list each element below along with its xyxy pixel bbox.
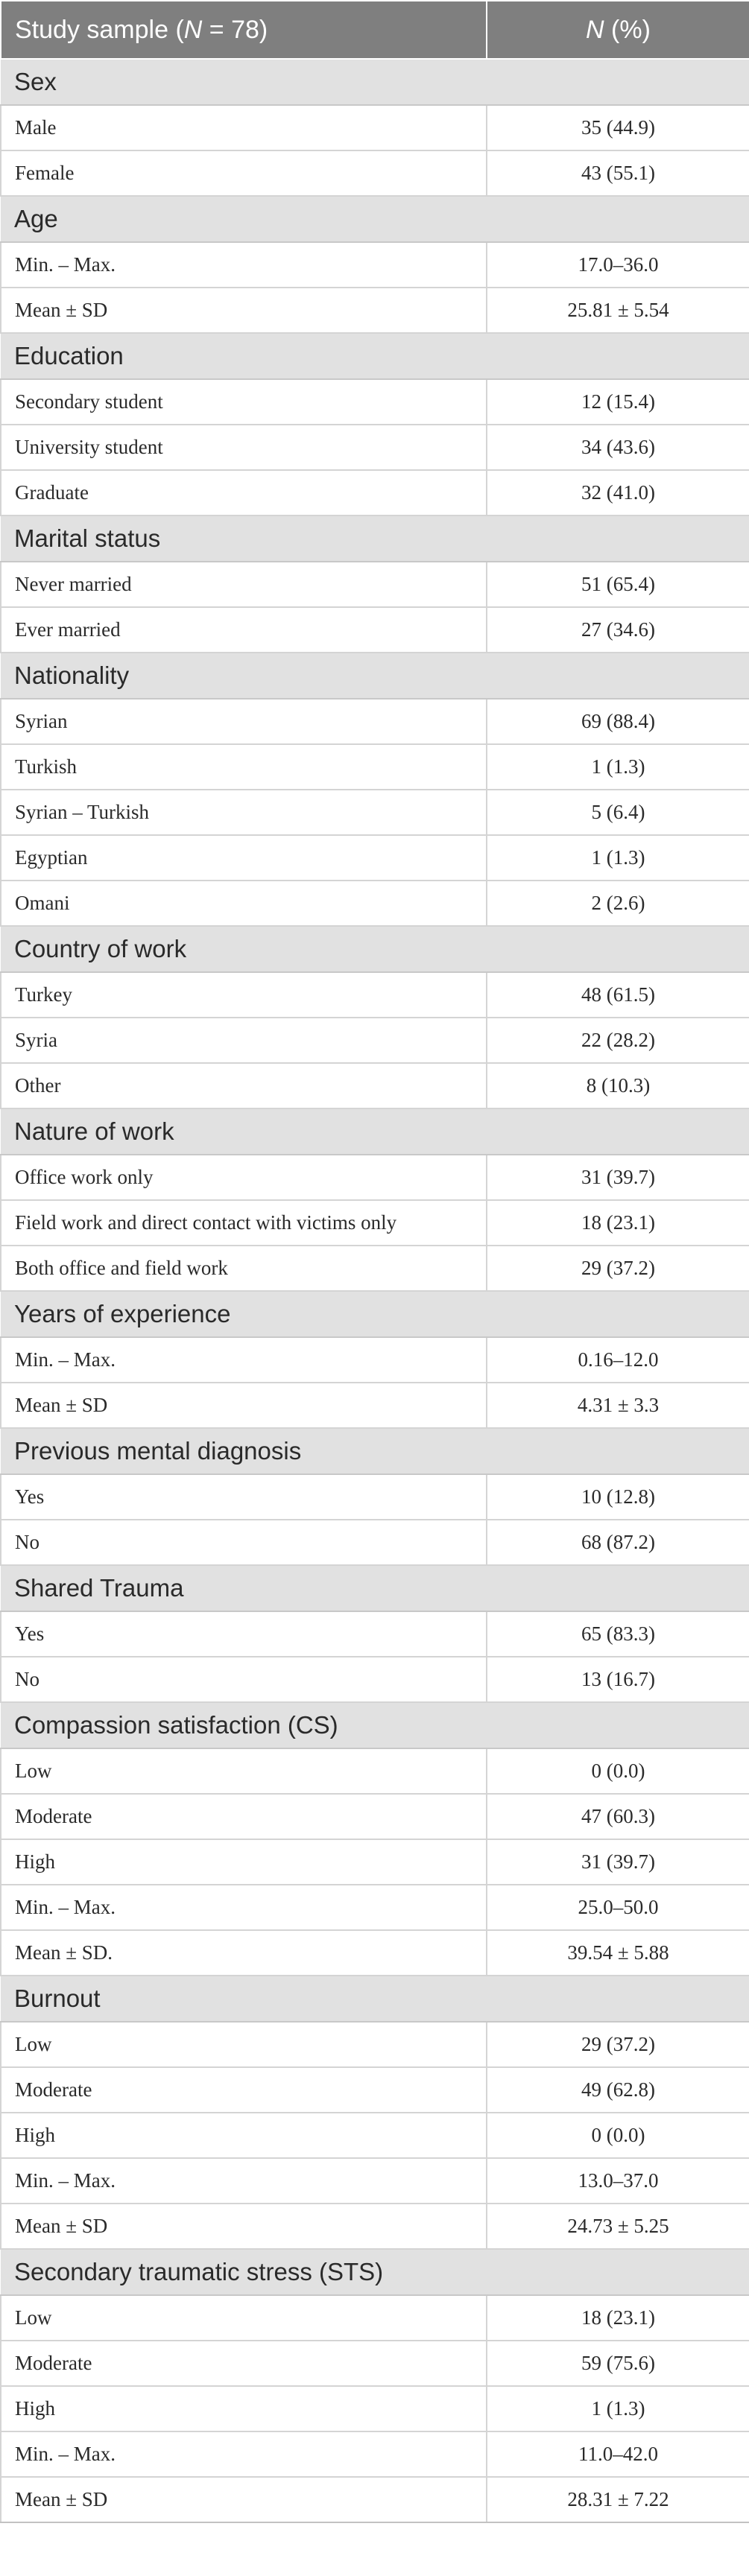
row-label: No <box>1 1657 487 1702</box>
row-value: 17.0–36.0 <box>487 242 749 288</box>
section-title: Years of experience <box>1 1291 749 1337</box>
section-title: Marital status <box>1 515 749 562</box>
table-row <box>1 2431 749 2477</box>
row-value: 59 (75.6) <box>487 2341 749 2386</box>
row-value: 8 (10.3) <box>487 1063 749 1108</box>
header-study-sample: Study sample (N = 78) <box>1 1 487 59</box>
row-label: Female <box>1 150 487 196</box>
section-title: Burnout <box>1 1976 749 2022</box>
table-row <box>1 470 749 515</box>
section-title: Sex <box>1 59 749 105</box>
row-value: 65 (83.3) <box>487 1611 749 1657</box>
table-row <box>1 1885 749 1930</box>
table-row <box>1 2386 749 2431</box>
row-value: 13 (16.7) <box>487 1657 749 1702</box>
section-header-row <box>1 1428 749 1474</box>
row-value: 43 (55.1) <box>487 150 749 196</box>
row-label: Moderate <box>1 2341 487 2386</box>
row-label: Never married <box>1 562 487 607</box>
row-value: 0.16–12.0 <box>487 1337 749 1383</box>
row-label: Male <box>1 105 487 150</box>
table-row <box>1 1611 749 1657</box>
table-row <box>1 425 749 470</box>
row-value: 13.0–37.0 <box>487 2158 749 2204</box>
row-label: Min. – Max. <box>1 1885 487 1930</box>
table-row <box>1 1337 749 1383</box>
row-value: 29 (37.2) <box>487 1246 749 1291</box>
section-header-row <box>1 653 749 699</box>
row-value: 69 (88.4) <box>487 699 749 744</box>
table-row <box>1 1748 749 1794</box>
row-value: 1 (1.3) <box>487 835 749 881</box>
row-label: Moderate <box>1 2067 487 2113</box>
row-value: 18 (23.1) <box>487 1200 749 1246</box>
row-label: Min. – Max. <box>1 2158 487 2204</box>
row-value: 0 (0.0) <box>487 2113 749 2158</box>
row-label: Mean ± SD <box>1 2477 487 2522</box>
row-label: Mean ± SD. <box>1 1930 487 1976</box>
table-row <box>1 607 749 653</box>
row-value: 27 (34.6) <box>487 607 749 653</box>
row-value: 49 (62.8) <box>487 2067 749 2113</box>
row-label: Yes <box>1 1611 487 1657</box>
row-label: Mean ± SD <box>1 288 487 333</box>
header-n-percent: N (%) <box>487 1 749 59</box>
row-label: Office work only <box>1 1155 487 1200</box>
row-value: 48 (61.5) <box>487 972 749 1018</box>
row-value: 25.81 ± 5.54 <box>487 288 749 333</box>
section-title: Compassion satisfaction (CS) <box>1 1702 749 1748</box>
table-row <box>1 288 749 333</box>
table-row <box>1 2158 749 2204</box>
row-value: 25.0–50.0 <box>487 1885 749 1930</box>
table-row <box>1 1839 749 1885</box>
section-title: Shared Trauma <box>1 1565 749 1611</box>
table-header-row <box>1 1 749 59</box>
table-body <box>1 59 749 2522</box>
row-value: 1 (1.3) <box>487 2386 749 2431</box>
row-label: Mean ± SD <box>1 2204 487 2249</box>
table-row <box>1 835 749 881</box>
section-header-row <box>1 2249 749 2295</box>
row-value: 28.31 ± 7.22 <box>487 2477 749 2522</box>
section-header-row <box>1 333 749 379</box>
row-value: 51 (65.4) <box>487 562 749 607</box>
row-value: 10 (12.8) <box>487 1474 749 1520</box>
section-header-row <box>1 1702 749 1748</box>
row-label: Ever married <box>1 607 487 653</box>
table-row <box>1 1246 749 1291</box>
section-title: Nationality <box>1 653 749 699</box>
row-label: Yes <box>1 1474 487 1520</box>
table-row <box>1 790 749 835</box>
row-label: Egyptian <box>1 835 487 881</box>
row-value: 12 (15.4) <box>487 379 749 425</box>
row-label: Moderate <box>1 1794 487 1839</box>
table-row <box>1 1474 749 1520</box>
table-row <box>1 150 749 196</box>
table-row <box>1 1930 749 1976</box>
section-title: Education <box>1 333 749 379</box>
row-label: Both office and field work <box>1 1246 487 1291</box>
row-label: Field work and direct contact with victims only <box>1 1200 487 1246</box>
table-row <box>1 1383 749 1428</box>
table-row <box>1 2295 749 2341</box>
table-row <box>1 699 749 744</box>
row-label: High <box>1 2113 487 2158</box>
row-value: 32 (41.0) <box>487 470 749 515</box>
table-row <box>1 744 749 790</box>
section-header-row <box>1 515 749 562</box>
table-row <box>1 881 749 926</box>
row-label: Low <box>1 2295 487 2341</box>
table-row <box>1 562 749 607</box>
table-row <box>1 242 749 288</box>
row-value: 47 (60.3) <box>487 1794 749 1839</box>
row-label: Turkish <box>1 744 487 790</box>
row-label: High <box>1 1839 487 1885</box>
table-row <box>1 2477 749 2522</box>
row-value: 2 (2.6) <box>487 881 749 926</box>
table-row <box>1 1520 749 1565</box>
row-value: 29 (37.2) <box>487 2022 749 2067</box>
row-value: 4.31 ± 3.3 <box>487 1383 749 1428</box>
section-title: Secondary traumatic stress (STS) <box>1 2249 749 2295</box>
row-label: High <box>1 2386 487 2431</box>
table-row <box>1 379 749 425</box>
table-row <box>1 2022 749 2067</box>
row-value: 5 (6.4) <box>487 790 749 835</box>
table-row <box>1 1155 749 1200</box>
row-value: 68 (87.2) <box>487 1520 749 1565</box>
table-row <box>1 1063 749 1108</box>
row-label: Low <box>1 2022 487 2067</box>
row-label: Syria <box>1 1018 487 1063</box>
row-value: 31 (39.7) <box>487 1155 749 1200</box>
row-value: 18 (23.1) <box>487 2295 749 2341</box>
row-label: Mean ± SD <box>1 1383 487 1428</box>
section-title: Previous mental diagnosis <box>1 1428 749 1474</box>
section-title: Age <box>1 196 749 242</box>
row-value: 31 (39.7) <box>487 1839 749 1885</box>
table-row <box>1 1200 749 1246</box>
table-row <box>1 1018 749 1063</box>
table-row <box>1 1657 749 1702</box>
table-row <box>1 2067 749 2113</box>
table-row <box>1 1794 749 1839</box>
table-row <box>1 2204 749 2249</box>
row-label: Min. – Max. <box>1 2431 487 2477</box>
table-row <box>1 2113 749 2158</box>
section-header-row <box>1 1291 749 1337</box>
row-value: 34 (43.6) <box>487 425 749 470</box>
row-value: 11.0–42.0 <box>487 2431 749 2477</box>
section-header-row <box>1 1976 749 2022</box>
row-label: Syrian <box>1 699 487 744</box>
row-label: Min. – Max. <box>1 1337 487 1383</box>
row-label: No <box>1 1520 487 1565</box>
row-value: 24.73 ± 5.25 <box>487 2204 749 2249</box>
row-label: Graduate <box>1 470 487 515</box>
table-row <box>1 972 749 1018</box>
row-label: Turkey <box>1 972 487 1018</box>
section-header-row <box>1 59 749 105</box>
row-label: Min. – Max. <box>1 242 487 288</box>
row-label: Low <box>1 1748 487 1794</box>
row-label: Syrian – Turkish <box>1 790 487 835</box>
row-value: 22 (28.2) <box>487 1018 749 1063</box>
section-title: Country of work <box>1 926 749 972</box>
row-label: Secondary student <box>1 379 487 425</box>
row-value: 0 (0.0) <box>487 1748 749 1794</box>
row-value: 35 (44.9) <box>487 105 749 150</box>
section-title: Nature of work <box>1 1108 749 1155</box>
row-value: 1 (1.3) <box>487 744 749 790</box>
row-label: Other <box>1 1063 487 1108</box>
table-row <box>1 2341 749 2386</box>
section-header-row <box>1 1565 749 1611</box>
section-header-row <box>1 926 749 972</box>
row-value: 39.54 ± 5.88 <box>487 1930 749 1976</box>
row-label: University student <box>1 425 487 470</box>
row-label: Omani <box>1 881 487 926</box>
section-header-row <box>1 1108 749 1155</box>
section-header-row <box>1 196 749 242</box>
table-row <box>1 105 749 150</box>
